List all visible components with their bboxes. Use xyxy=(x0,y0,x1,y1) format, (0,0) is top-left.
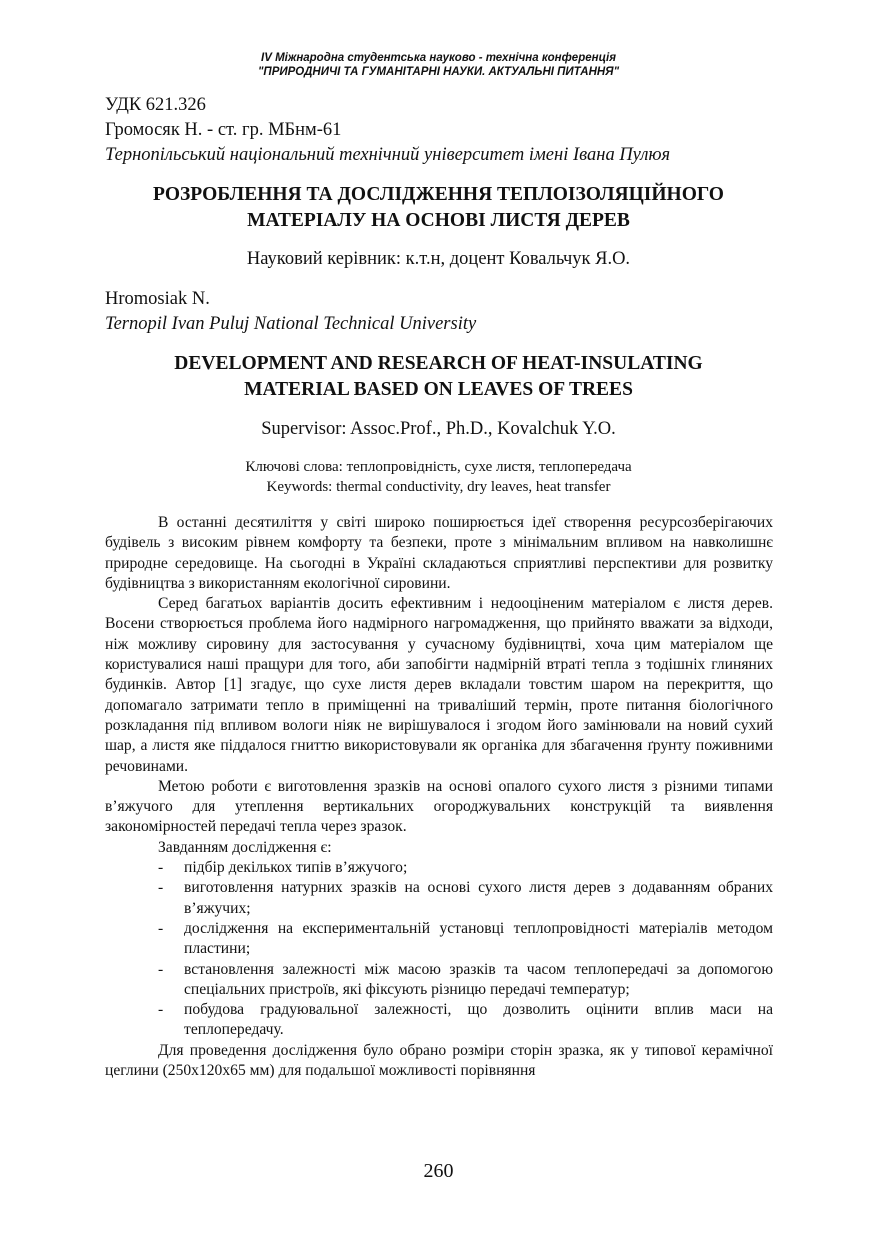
supervisor-en: Supervisor: Assoc.Prof., Ph.D., Kovalchuk Y.O. xyxy=(261,419,616,439)
conference-line-2: "ПРИРОДНИЧІ ТА ГУМАНІТАРНІ НАУКИ. АКТУАЛЬНІ ПИТАННЯ" xyxy=(257,66,620,78)
udk-code: УДК 621.326 xyxy=(105,95,206,115)
conference-line-1: IV Міжнародна студентська науково - технічна конференція xyxy=(261,52,616,64)
list-item: - встановлення залежності між масою зразків та часом теплопередачі за допомогою спеціальних пристроїв, які фіксують різницю передачі температур; xyxy=(158,960,773,998)
tasks-lead: Завданням дослідження є: xyxy=(158,838,332,856)
supervisor-ua: Науковий керівник: к.т.н, доцент Ковальчук Я.О. xyxy=(246,249,631,269)
list-item: - побудова градуювальної залежності, що дозволить оцінити вплив маси на теплопередачу. xyxy=(158,1001,773,1039)
paragraph-leaves: Серед багатьох варіантів досить ефективним і недооціненим матеріалом є листя дерев. Восени створюється проблема його надмірного нагромадження, що прийнято вважати за відходи, ніж можливу сировину для застосування у сучасному будівництві, хоча цим матеріалом ще користувалися наші пращури для того, аби запобігти надмірній втраті тепла з тодішніх глиняних будинків. Автор [1] згадує, що сухе листя дерев вкладали товстим шаром на перекриття, що допомагало затримати тепло в приміщенні на триваліший термін, проте питання біологічного розкладання під впливом вологи ніяк не вирішувалося і згодом його замінювали на новий сухий шар, а листя яке піддалося гниттю використовували як органіка для збагачення ґрунту поживними речовинами. xyxy=(105,595,773,775)
paragraph-goal: Метою роботи є виготовлення зразків на основі опалого сухого листя з різними типами в’яжучого для утеплення вертикальних огороджувальних конструкцій та виявлення закономірностей передачі тепла через зразок. xyxy=(105,777,773,836)
title-en-line-1: DEVELOPMENT AND RESEARCH OF HEAT-INSULATING xyxy=(174,353,703,374)
page-number: 260 xyxy=(423,1160,454,1182)
title-en-line-2: MATERIAL BASED ON LEAVES OF TREES xyxy=(244,379,633,400)
affiliation-en: Ternopil Ivan Puluj National Technical University xyxy=(105,314,477,334)
list-item: - підбір декількох типів в’яжучого; xyxy=(158,859,408,877)
conference-header xyxy=(0,51,877,79)
body-text xyxy=(105,513,773,1081)
list-item: - дослідження на експериментальній установці теплопровідності матеріалів методом пластини; xyxy=(158,919,773,958)
tasks-list xyxy=(105,858,773,1041)
paragraph-intro: В останні десятиліття у світі широко поширюється ідеї створення ресурсозберігаючих будівель з високим рівнем комфорту та безпеки, проте з мінімальним впливом на навколишнє природне середовище. На сьогодні в Україні складаються сприятливі перспективи для розвитку будівництва з використанням екологічної сировини. xyxy=(105,514,773,592)
list-item: - виготовлення натурних зразків на основі сухого листя дерев з додаванням обраних в’яжучих; xyxy=(158,879,773,917)
title-ua-line-2: МАТЕРІАЛУ НА ОСНОВІ ЛИСТЯ ДЕРЕВ xyxy=(247,210,630,231)
paragraph-sample-size: Для проведення дослідження було обрано розміри сторін зразка, як у типової керамічної цеглини (250x120x65 мм) для подальшої можливості порівняння xyxy=(105,1041,773,1080)
title-ua-line-1: РОЗРОБЛЕННЯ ТА ДОСЛІДЖЕННЯ ТЕПЛОІЗОЛЯЦІЙНОГО xyxy=(153,184,724,205)
affiliation-ua: Тернопільський національний технічний університет імені Івана Пулюя xyxy=(105,145,671,165)
keywords-ua: Ключові слова: теплопровідність, сухе листя, теплопередача xyxy=(245,459,632,475)
author-en: Hromosiak N. xyxy=(105,289,210,309)
keywords-en: Keywords: thermal conductivity, dry leaves, heat transfer xyxy=(266,479,611,495)
title-ua xyxy=(0,182,877,234)
author-ua: Громосяк Н. - ст. гр. МБнм-61 xyxy=(105,120,342,140)
title-en xyxy=(0,351,877,403)
